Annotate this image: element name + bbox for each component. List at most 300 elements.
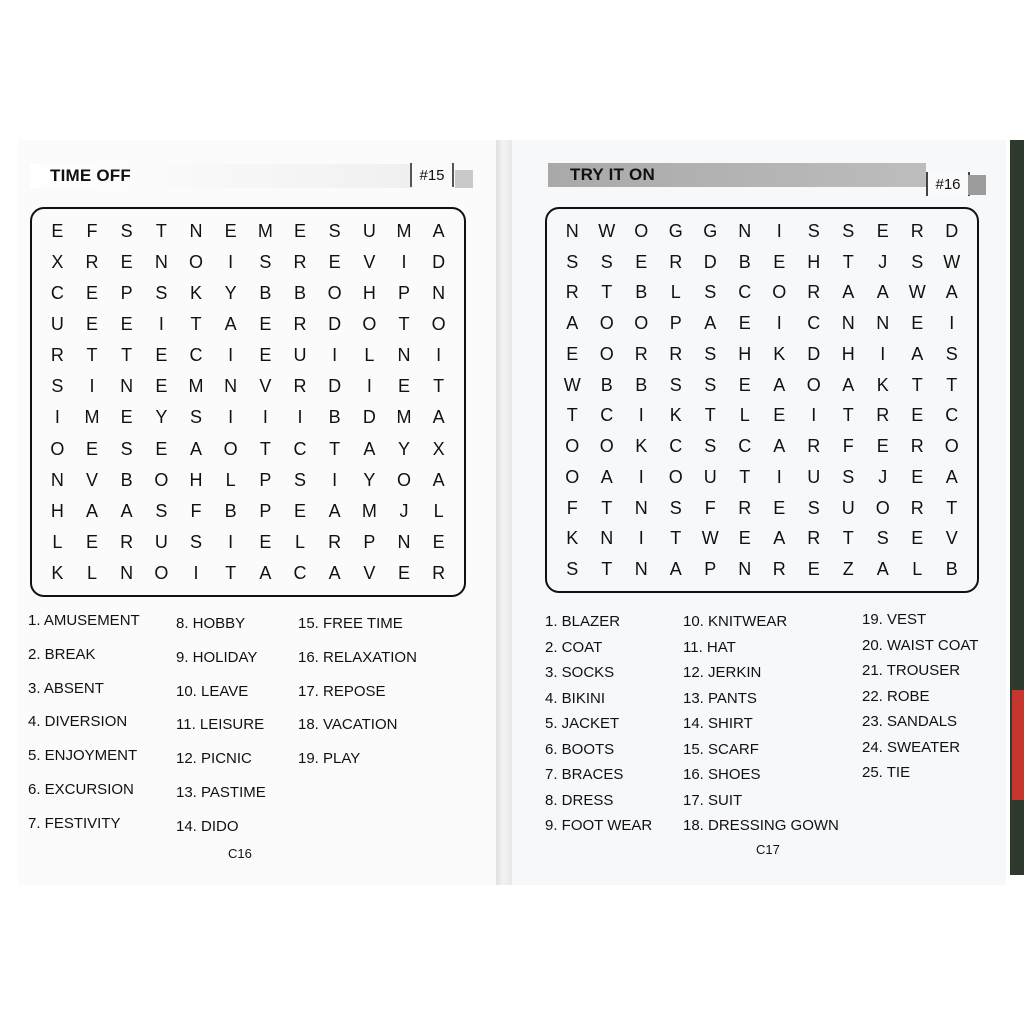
grid-letter: N — [189, 221, 203, 242]
grid-letter: M — [361, 500, 377, 521]
grid-letter: P — [669, 313, 682, 334]
grid-letter: T — [670, 528, 682, 549]
grid-letter: T — [842, 528, 854, 549]
grid-letter: E — [155, 438, 168, 459]
grid-letter: B — [635, 374, 648, 395]
grid-letter: F — [566, 497, 578, 518]
grid-letter: T — [842, 251, 854, 272]
grid-letter: R — [807, 528, 821, 549]
word-list-item: 5. JACKET — [545, 715, 620, 732]
puzzle-number: #15 — [410, 163, 454, 187]
grid-letter: I — [332, 469, 338, 490]
grid-letter: E — [773, 497, 786, 518]
grid-letter: A — [945, 282, 958, 303]
grid-letter: A — [566, 313, 579, 334]
grid-letter: O — [431, 314, 446, 335]
grid-letter: D — [807, 343, 821, 364]
word-list-item: 14. SHIRT — [683, 715, 753, 732]
grid-letter: E — [120, 314, 133, 335]
grid-letter: P — [363, 531, 376, 552]
grid-letter: D — [328, 376, 342, 397]
grid-letter: L — [670, 282, 681, 303]
word-list-item: 15. SCARF — [683, 740, 759, 758]
grid-letter: I — [949, 313, 955, 334]
grid-letter: F — [842, 436, 854, 457]
grid-letter: C — [738, 436, 752, 457]
grid-letter: N — [397, 345, 411, 366]
word-list-item: 11. HAT — [683, 638, 736, 656]
grid-letter: J — [878, 466, 888, 487]
grid-letter: S — [669, 374, 682, 395]
word-list-item: 13. PASTIME — [176, 784, 266, 801]
puzzle-number-tab — [455, 170, 473, 188]
grid-letter: R — [328, 531, 342, 552]
grid-letter: K — [51, 562, 64, 583]
grid-letter: I — [776, 220, 782, 241]
grid-letter: C — [738, 282, 752, 303]
grid-letter: R — [910, 497, 924, 518]
grid-letter: I — [638, 405, 644, 426]
grid-letter: I — [228, 345, 234, 366]
grid-letter: S — [189, 407, 202, 428]
grid-letter: E — [120, 407, 133, 428]
grid-letter: I — [638, 466, 644, 487]
grid-letter: A — [773, 374, 786, 395]
grid-letter: P — [704, 559, 717, 580]
grid-letter: N — [224, 376, 238, 397]
grid-letter: B — [120, 469, 133, 490]
word-list-item: 9. FOOT WEAR — [545, 817, 653, 834]
background-edge-accent — [1012, 690, 1024, 800]
grid-letter: D — [703, 251, 717, 272]
grid-letter: M — [188, 376, 204, 397]
grid-letter: I — [54, 407, 60, 428]
grid-letter: A — [842, 374, 855, 395]
grid-letter: J — [878, 251, 888, 272]
grid-letter: S — [120, 221, 133, 242]
grid-letter: X — [51, 252, 64, 273]
grid-letter: A — [876, 282, 889, 303]
grid-letter: F — [190, 500, 202, 521]
grid-letter: N — [120, 376, 134, 397]
grid-letter: E — [328, 252, 341, 273]
grid-letter: E — [85, 438, 98, 459]
grid-letter: U — [703, 466, 717, 487]
grid-letter: N — [634, 559, 648, 580]
grid-letter: B — [600, 374, 613, 395]
grid-letter: S — [911, 251, 924, 272]
word-list-item: 10. LEAVE — [176, 682, 249, 700]
grid-letter: K — [189, 283, 202, 304]
grid-letter: R — [807, 436, 821, 457]
word-list-item: 18. DRESSING GOWN — [683, 817, 839, 834]
word-list-item: 4. BIKINI — [545, 689, 606, 707]
word-list-item: 25. TIE — [862, 764, 911, 781]
grid-letter: A — [259, 562, 272, 583]
grid-letter: A — [432, 407, 445, 428]
grid-letter: T — [86, 345, 98, 366]
grid-letter: M — [84, 407, 100, 428]
grid-letter: P — [120, 283, 133, 304]
grid-letter: W — [598, 220, 616, 241]
grid-letter: Y — [224, 283, 237, 304]
word-list-item: 15. FREE TIME — [298, 615, 403, 632]
grid-letter: R — [738, 497, 752, 518]
grid-letter: E — [876, 436, 889, 457]
grid-letter: A — [600, 466, 613, 487]
word-list-item: 12. JERKIN — [683, 664, 762, 681]
grid-letter: O — [944, 436, 959, 457]
word-list-item: 2. BREAK — [28, 645, 96, 663]
grid-letter: H — [362, 283, 376, 304]
grid-letter: E — [259, 345, 272, 366]
word-list-item: 9. HOLIDAY — [176, 648, 258, 666]
grid-letter: K — [876, 374, 889, 395]
puzzle-number: #16 — [926, 172, 970, 196]
grid-letter: I — [332, 345, 338, 366]
word-list-item: 6. BOOTS — [545, 740, 615, 758]
grid-letter: R — [120, 531, 134, 552]
word-list-item: 7. FESTIVITY — [28, 814, 121, 832]
grid-letter: T — [946, 497, 958, 518]
grid-letter: B — [224, 500, 237, 521]
grid-letter: H — [738, 343, 752, 364]
word-list-item: 6. EXCURSION — [28, 781, 134, 798]
grid-letter: I — [401, 252, 407, 273]
grid-letter: I — [776, 466, 782, 487]
grid-letter: S — [704, 343, 717, 364]
grid-letter: N — [876, 313, 890, 334]
grid-letter: I — [228, 252, 234, 273]
grid-letter: U — [293, 345, 307, 366]
grid-letter: N — [738, 220, 752, 241]
grid-letter: T — [121, 345, 133, 366]
grid-letter: B — [635, 282, 648, 303]
grid-letter: E — [293, 221, 306, 242]
grid-letter: D — [362, 407, 376, 428]
grid-letter: A — [911, 343, 924, 364]
grid-letter: A — [85, 500, 98, 521]
grid-letter: K — [635, 436, 648, 457]
grid-letter: E — [911, 405, 924, 426]
grid-letter: I — [366, 376, 372, 397]
left-title-bar — [30, 164, 414, 188]
grid-letter: E — [85, 283, 98, 304]
word-list-item: 10. KNITWEAR — [683, 613, 788, 630]
grid-letter: S — [155, 283, 168, 304]
grid-letter: A — [773, 528, 786, 549]
grid-letter: T — [842, 405, 854, 426]
grid-letter: A — [328, 500, 341, 521]
grid-letter: I — [193, 562, 199, 583]
grid-letter: O — [634, 313, 649, 334]
grid-letter: V — [945, 528, 958, 549]
grid-letter: A — [773, 436, 786, 457]
word-list-item: 5. ENJOYMENT — [28, 747, 138, 765]
grid-letter: S — [876, 528, 889, 549]
page-number: C17 — [756, 842, 780, 857]
grid-letter: O — [634, 220, 649, 241]
grid-letter: B — [945, 559, 958, 580]
grid-letter: S — [704, 436, 717, 457]
grid-letter: E — [397, 376, 410, 397]
grid-letter: T — [329, 438, 341, 459]
grid-letter: W — [908, 282, 926, 303]
grid-letter: T — [739, 466, 751, 487]
grid-letter: E — [876, 220, 889, 241]
grid-letter: O — [565, 466, 580, 487]
grid-letter: N — [634, 497, 648, 518]
grid-letter: A — [224, 314, 237, 335]
grid-letter: R — [669, 343, 683, 364]
book-spine — [496, 140, 512, 885]
grid-letter: E — [259, 314, 272, 335]
word-list-item: 2. COAT — [545, 638, 603, 656]
grid-letter: O — [50, 438, 65, 459]
word-list-item: 4. DIVERSION — [28, 713, 128, 731]
grid-letter: E — [397, 562, 410, 583]
grid-letter: D — [945, 220, 959, 241]
grid-letter: C — [293, 438, 307, 459]
grid-letter: B — [293, 283, 306, 304]
grid-letter: S — [566, 251, 579, 272]
grid-letter: A — [669, 559, 682, 580]
grid-letter: A — [842, 282, 855, 303]
grid-letter: S — [566, 559, 579, 580]
grid-letter: S — [51, 376, 64, 397]
grid-letter: O — [223, 438, 238, 459]
grid-letter: E — [738, 528, 751, 549]
grid-letter: U — [841, 497, 855, 518]
grid-letter: T — [190, 314, 202, 335]
grid-letter: O — [599, 343, 614, 364]
grid-letter: T — [398, 314, 410, 335]
grid-letter: L — [294, 531, 305, 552]
grid-letter: M — [396, 221, 412, 242]
grid-letter: Z — [842, 559, 854, 580]
grid-letter: I — [262, 407, 268, 428]
grid-letter: E — [738, 374, 751, 395]
grid-letter: I — [436, 345, 442, 366]
grid-letter: O — [599, 436, 614, 457]
word-list-item: 13. PANTS — [683, 689, 757, 707]
grid-letter: E — [773, 251, 786, 272]
grid-letter: O — [154, 469, 169, 490]
grid-letter: L — [86, 562, 97, 583]
grid-letter: F — [704, 497, 716, 518]
word-list-item: 22. ROBE — [862, 687, 930, 705]
grid-letter: D — [432, 252, 446, 273]
grid-letter: R — [565, 282, 579, 303]
word-list-item: 19. VEST — [862, 611, 927, 628]
grid-letter: E — [155, 376, 168, 397]
grid-letter: A — [328, 562, 341, 583]
grid-letter: Y — [363, 469, 376, 490]
grid-letter: K — [566, 528, 579, 549]
grid-letter: S — [293, 469, 306, 490]
grid-letter: E — [85, 531, 98, 552]
word-list-item: 19. PLAY — [298, 750, 361, 768]
grid-letter: S — [704, 282, 717, 303]
grid-letter: H — [50, 500, 64, 521]
grid-letter: P — [397, 283, 410, 304]
grid-letter: S — [600, 251, 613, 272]
grid-letter: N — [432, 283, 446, 304]
grid-letter: A — [704, 313, 717, 334]
grid-letter: V — [85, 469, 98, 490]
grid-letter: H — [189, 469, 203, 490]
grid-letter: R — [634, 343, 648, 364]
grid-letter: T — [601, 559, 613, 580]
grid-letter: R — [293, 252, 307, 273]
word-list-item: 16. RELAXATION — [298, 648, 417, 666]
grid-letter: E — [911, 528, 924, 549]
grid-letter: S — [807, 220, 820, 241]
grid-letter: U — [50, 314, 64, 335]
grid-letter: R — [293, 376, 307, 397]
grid-letter: R — [876, 405, 890, 426]
grid-letter: E — [807, 559, 820, 580]
grid-letter: L — [433, 500, 444, 521]
grid-letter: R — [85, 252, 99, 273]
grid-letter: S — [669, 497, 682, 518]
grid-letter: E — [773, 405, 786, 426]
grid-letter: H — [807, 251, 821, 272]
grid-letter: R — [50, 345, 64, 366]
grid-letter: T — [566, 405, 578, 426]
word-list-item: 21. TROUSER — [862, 662, 961, 679]
word-list-item: 8. HOBBY — [176, 615, 246, 632]
grid-letter: F — [86, 221, 98, 242]
grid-letter: J — [399, 500, 409, 521]
word-list-item: 12. PICNIC — [176, 750, 252, 768]
grid-letter: P — [259, 500, 272, 521]
page-number: C16 — [228, 846, 252, 861]
grid-letter: L — [912, 559, 923, 580]
grid-letter: T — [259, 438, 271, 459]
grid-letter: W — [701, 528, 719, 549]
right-title-bar — [548, 163, 926, 187]
grid-letter: O — [565, 436, 580, 457]
grid-letter: I — [776, 313, 782, 334]
grid-letter: E — [566, 343, 579, 364]
grid-letter: A — [432, 221, 445, 242]
word-list-item: 3. ABSENT — [28, 679, 104, 697]
grid-letter: C — [50, 283, 64, 304]
grid-letter: E — [293, 500, 306, 521]
grid-letter: K — [669, 405, 682, 426]
grid-letter: I — [638, 528, 644, 549]
grid-letter: R — [772, 559, 786, 580]
word-list-item: 24. SWEATER — [862, 738, 961, 756]
grid-letter: U — [362, 221, 376, 242]
grid-letter: O — [875, 497, 890, 518]
grid-letter: I — [158, 314, 164, 335]
grid-letter: V — [363, 562, 376, 583]
grid-letter: U — [807, 466, 821, 487]
grid-letter: T — [704, 405, 716, 426]
grid-letter: E — [85, 314, 98, 335]
word-list-item: 16. SHOES — [683, 766, 761, 783]
grid-letter: O — [806, 374, 821, 395]
grid-letter: E — [911, 466, 924, 487]
grid-letter: O — [668, 466, 683, 487]
grid-letter: N — [565, 220, 579, 241]
grid-letter: A — [876, 559, 889, 580]
grid-letter: C — [945, 405, 959, 426]
grid-letter: E — [432, 531, 445, 552]
grid-letter: S — [189, 531, 202, 552]
grid-letter: A — [945, 466, 958, 487]
grid-letter: R — [669, 251, 683, 272]
grid-letter: X — [432, 438, 445, 459]
grid-letter: O — [327, 283, 342, 304]
grid-letter: T — [601, 497, 613, 518]
grid-letter: O — [188, 252, 203, 273]
grid-letter: C — [600, 405, 614, 426]
word-list-item: 8. DRESS — [545, 791, 614, 809]
grid-letter: Y — [397, 438, 410, 459]
puzzle-number-tab — [968, 175, 986, 195]
grid-letter: S — [842, 220, 855, 241]
grid-letter: C — [669, 436, 683, 457]
word-list-item: 1. BLAZER — [545, 613, 621, 630]
grid-letter: C — [807, 313, 821, 334]
grid-letter: E — [51, 221, 64, 242]
word-list-item: 17. REPOSE — [298, 682, 386, 700]
word-search-grid — [30, 207, 466, 597]
grid-letter: R — [807, 282, 821, 303]
grid-letter: R — [910, 436, 924, 457]
grid-letter: E — [738, 313, 751, 334]
grid-letter: H — [841, 343, 855, 364]
grid-letter: A — [189, 438, 202, 459]
grid-letter: T — [601, 282, 613, 303]
word-list-item: 18. VACATION — [298, 716, 398, 734]
grid-letter: A — [363, 438, 376, 459]
grid-letter: M — [396, 407, 412, 428]
grid-letter: V — [363, 252, 376, 273]
grid-letter: T — [911, 374, 923, 395]
word-search-grid — [545, 207, 979, 593]
grid-letter: I — [228, 407, 234, 428]
word-list-item: 3. SOCKS — [545, 664, 615, 681]
word-list-item: 14. DIDO — [176, 817, 239, 835]
grid-letter: G — [668, 220, 683, 241]
grid-letter: L — [364, 345, 375, 366]
grid-letter: R — [293, 314, 307, 335]
grid-letter: N — [841, 313, 855, 334]
grid-letter: B — [738, 251, 751, 272]
grid-letter: R — [432, 562, 446, 583]
grid-letter: O — [396, 469, 411, 490]
word-list-item: 11. LEISURE — [176, 716, 265, 734]
grid-letter: T — [433, 376, 445, 397]
grid-letter: A — [432, 469, 445, 490]
grid-letter: S — [328, 221, 341, 242]
grid-letter: N — [738, 559, 752, 580]
grid-letter: W — [563, 374, 581, 395]
grid-letter: B — [328, 407, 341, 428]
grid-letter: S — [259, 252, 272, 273]
grid-letter: O — [154, 562, 169, 583]
grid-letter: N — [120, 562, 134, 583]
grid-letter: T — [225, 562, 237, 583]
grid-letter: Y — [155, 407, 168, 428]
grid-letter: C — [189, 345, 203, 366]
puzzle-title: TRY IT ON — [570, 165, 655, 184]
grid-letter: S — [704, 374, 717, 395]
